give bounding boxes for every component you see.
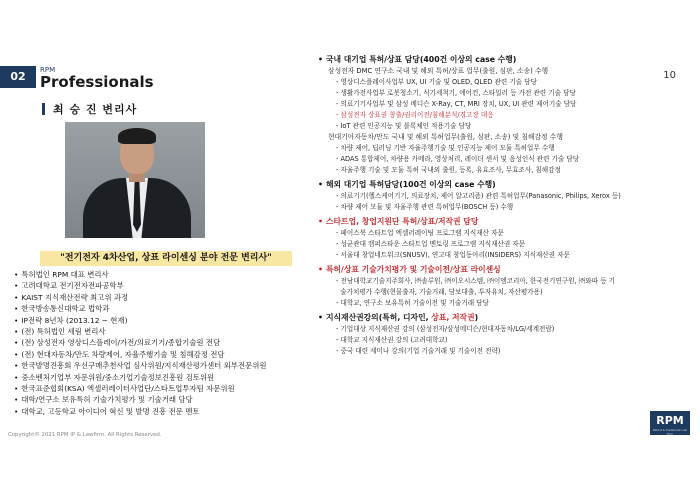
name-heading — [42, 101, 137, 117]
section-number-badge: 02 — [0, 66, 36, 88]
career-item: • 한국표준협회(KSA) 엑셀러레이터사업단/스타트업투자팀 자문위원 — [14, 383, 267, 394]
rpm-logo: RPM — [650, 411, 690, 435]
career-item: • 대학/연구소 보유특허 기술가치평가 및 기술거래 담당 — [14, 394, 267, 405]
career-item: • KAIST 지식재산전략 최고위 과정 — [14, 292, 267, 303]
section-heading-lectures: • 지식재산권강의(특허, 디자인, 상표, 저작권) — [318, 312, 668, 324]
experience-item: - 차량 제어 모듈 및 자율주행 관련 특허업무(BOSCH 등) 수행 — [336, 203, 514, 211]
experience-item: - 전남대학교기술지주회사, ㈜솔루원, ㈜이오시스템, ㈜이엠코리아, 한국전기연구원, ㈜와따 등 기 — [336, 277, 615, 285]
experience-item: - 기업대상 지식재산권 강의 (삼성전자/삼성메디슨/현대자동차/LG/세계전람) — [336, 325, 555, 333]
experience-item: - 의료기기(헬스케어기기, 의료장치, 제어 알고리즘) 관련 특허업무(Panasonic, Philips, Xerox 등) — [336, 192, 621, 200]
career-item: • 대학교, 고등학교 아이디어 혁신 및 발명 진흥 전문 멘토 — [14, 406, 267, 417]
brand-label: RPM — [40, 66, 56, 74]
experience-item: - 페이스북 스타트업 엑셀러레이팅 프로그램 지식재산 자문 — [336, 229, 504, 237]
section-heading-startup: • 스타트업, 창업지원단 특허/상표/저작권 담당 — [318, 216, 668, 228]
page-title: Professionals — [40, 73, 154, 91]
section-heading-overseas: • 해외 대기업 특허담당(100건 이상의 case 수행) — [318, 179, 668, 191]
profile-photo — [65, 122, 205, 238]
career-item: • 중소벤처기업부 자문위원/중소기업기술정보진흥원 검토위원 — [14, 372, 267, 383]
copyright-text: Copyright© 2021 RPM IP & Lawfirm. All Rights Reserved. — [8, 432, 162, 438]
career-item: • 한국발명진흥회 우선구매추천사업 심사위원/지식재산평가센터 외부전문위원 — [14, 360, 267, 371]
career-item: • 한국방송통신대학교 법학과 — [14, 303, 267, 314]
career-item: • 고려대학교 전기전자전파공학부 — [14, 280, 267, 291]
photo-hair — [118, 128, 156, 144]
experience-item-highlight: - 삼성전자 상표권 창출/권리이전/침해분석/경고장 대응 — [336, 111, 494, 119]
experience-item: - 대학교, 연구소 보유특허 기술이전 및 기술거래 담당 — [336, 299, 489, 307]
experience-item: - 의료기기사업부 및 삼성 메디슨 X-Ray, CT, MRI 장치, UX, UI 관련 제어기술 담당 — [336, 100, 577, 108]
career-item: • (전) 삼성전자 영상디스플레이/가전/의료기기/종합기술원 전담 — [14, 337, 267, 348]
page-number: 10 — [663, 70, 676, 81]
experience-item: - 대학교 지식재산권 강의 (고려대학교) — [336, 336, 448, 344]
experience-item: - 자율주행 기술 및 모듈 특허 국내외 출원, 등록, 유효조사, 무효조사, 침해감정 — [336, 166, 561, 174]
attorney-name: 최 승 진 변리사 — [53, 103, 138, 116]
specialty-subtitle: "전기전자 4차산업, 상표 라이센싱 분야 전문 변리사" — [40, 251, 292, 266]
career-item: • (전) 특허법인 세림 변리사 — [14, 326, 267, 337]
section-heading-valuation: • 특허/상표 기술가치평가 및 기술이전/상표 라이센싱 — [318, 264, 668, 276]
experience-item: - 차량 제어, 딥러닝 기반 자율주행기술 및 인공지능 제어 모듈 특허업무 수행 — [336, 144, 555, 152]
experience-item: - IoT 관련 인공지능 및 블록체인 적용기술 담당 — [336, 122, 472, 130]
rpm-logo-tagline: Patent & Trademark Law Firm — [652, 428, 688, 436]
experience-item: - 중국 대련 세미나 강의(기업 기술거래 및 기술이전 전략) — [336, 347, 501, 355]
career-item: • 특허법인 RPM 대표 변리사 — [14, 269, 267, 280]
subsection-samsung: 삼성전자 DMC 연구소 국내 및 해외 특허/상표 업무(출원, 심판, 소송) 수행 — [328, 67, 549, 75]
experience-item: - 성균관대 캠퍼스타운 스타트업 멘토링 프로그램 지식재산권 자문 — [336, 240, 526, 248]
career-item: • IP전략 8년차 (2013.12 ~ 현재) — [14, 315, 267, 326]
experience-column — [318, 54, 668, 357]
experience-item: - 생활가전사업부 로봇청소기, 식기세척기, 에어컨, 스타일러 등 가전 관련 기술 담당 — [336, 89, 576, 97]
career-list — [14, 269, 267, 417]
career-item: • (전) 현대자동차/만도 차량제어, 자율주행기술 및 침해감정 전담 — [14, 349, 267, 360]
experience-item: - 서울대 창업네트워크(SNUSV), 연고대 창업동아리(INSIDERS) 지식재산권 자문 — [336, 251, 570, 259]
section-heading-domestic: • 국내 대기업 특허/상표 담당(400건 이상의 case 수행) — [318, 54, 668, 66]
subsection-hyundai: 현대기아자동차/만도 국내 및 해외 특허업무(출원, 심판, 소송) 및 침해감정 수행 — [328, 133, 563, 141]
name-accent-bar — [42, 103, 45, 115]
experience-item: - 영상디스플레이사업부 UX, UI 기술 및 OLED, QLED 관련 기술 담당 — [336, 78, 537, 86]
experience-item-continued: 술가치평가 수행(현물출자, 기술거래, 담보대출, 투자유치, 자산평가용) — [340, 288, 543, 296]
experience-item: - ADAS 통합제어, 차량용 카메라, 영상처리, 레이더 센서 및 음성인식 관련 기술 담당 — [336, 155, 580, 163]
